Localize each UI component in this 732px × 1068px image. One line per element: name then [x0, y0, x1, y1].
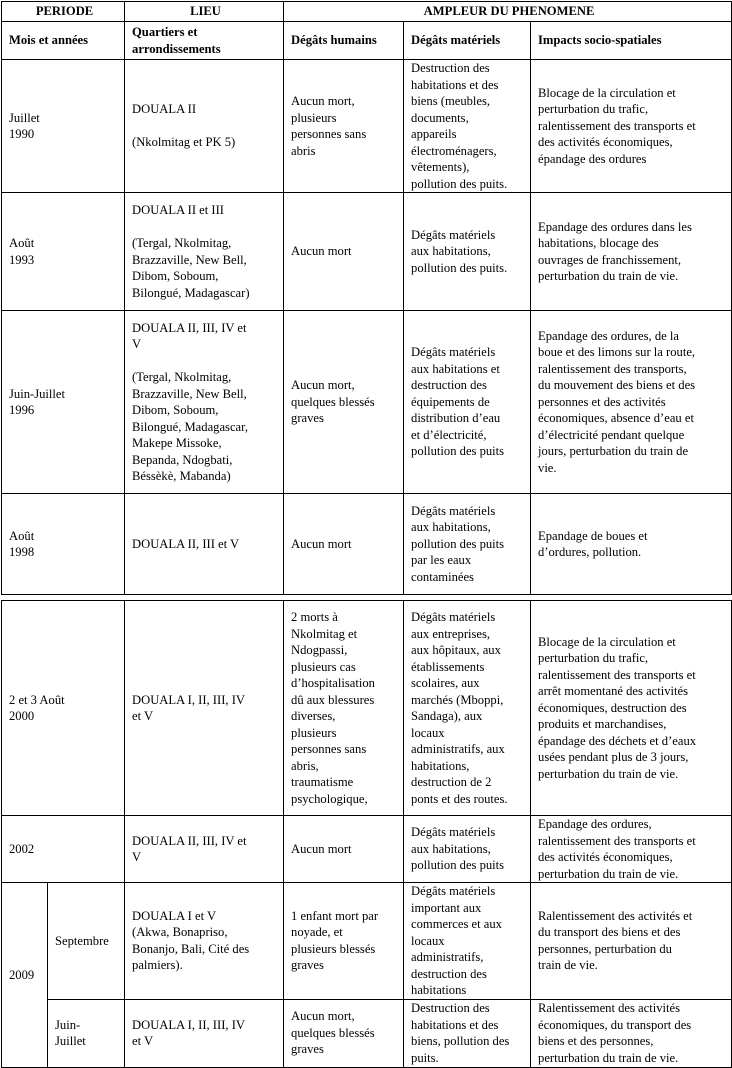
header-materiels: Dégâts matériels — [404, 22, 531, 60]
humains-cell: Aucun mort — [284, 816, 404, 883]
impacts-cell: Blocage de la circulation et perturbation du trafic, ralentissement des transports et arrêt momentané des activités économiques, destruction des produits et marchandises, épandage des déchets et d’eaux usées pendant plus de 3 jours, perturbation du train de vie. — [531, 601, 732, 816]
table-row — [2, 494, 732, 595]
lieu-cell: DOUALA I, II, III, IV et V — [125, 601, 284, 816]
lieu-cell: DOUALA II et III (Tergal, Nkolmitag, Brazzaville, New Bell, Dibom, Soboum, Bilongué, Madagascar) — [125, 193, 284, 311]
period-cell: Août 1998 — [2, 494, 125, 595]
lieu-cell: DOUALA I, II, III, IV et V — [125, 999, 284, 1067]
header-ampleur: AMPLEUR DU PHENOMENE — [284, 2, 732, 22]
humains-cell: Aucun mort, quelques blessés graves — [284, 311, 404, 494]
impacts-cell: Ralentissement des activités et du transport des biens et des personnes, perturbation du train de vie. — [531, 883, 732, 1000]
table-row — [2, 60, 732, 193]
period-cell: 2002 — [2, 816, 125, 883]
humains-cell: Aucun mort, quelques blessés graves — [284, 999, 404, 1067]
materiels-cell: Dégâts matériels aux habitations, pollution des puits. — [404, 193, 531, 311]
table-row — [2, 601, 732, 816]
period-cell: Juillet 1990 — [2, 60, 125, 193]
table-row — [2, 311, 732, 494]
table-row — [2, 999, 732, 1067]
header-row-2 — [2, 22, 732, 60]
period-cell: Juin-Juillet 1996 — [2, 311, 125, 494]
materiels-cell: Dégâts matériels aux habitations, pollution des puits — [404, 816, 531, 883]
lieu-cell: DOUALA II, III, IV et V (Tergal, Nkolmitag, Brazzaville, New Bell, Dibom, Soboum, Bilongué, Madagascar, Makepe Missoke, Bepanda, Ndogbati, Béssèkè, Mabanda) — [125, 311, 284, 494]
period-cell: 2 et 3 Août 2000 — [2, 601, 125, 816]
lieu-cell: DOUALA II (Nkolmitag et PK 5) — [125, 60, 284, 193]
materiels-cell: Dégâts matériels aux habitations et destruction des équipements de distribution d’eau et d’électricité, pollution des puits — [404, 311, 531, 494]
lieu-cell: DOUALA I et V (Akwa, Bonapriso, Bonanjo, Bali, Cité des palmiers). — [125, 883, 284, 1000]
humains-cell: Aucun mort, plusieurs personnes sans abris — [284, 60, 404, 193]
table-row — [2, 883, 732, 1000]
materiels-cell: Dégâts matériels aux entreprises, aux hôpitaux, aux établissements scolaires, aux marchés (Mboppi, Sandaga), aux locaux administratifs, aux habitations, destruction de 2 ponts et des routes. — [404, 601, 531, 816]
header-mois: Mois et années — [2, 22, 125, 60]
materiels-cell: Destruction des habitations et des biens (meubles, documents, appareils électroménagers, vêtements), pollution des puits. — [404, 60, 531, 193]
header-humains: Dégâts humains — [284, 22, 404, 60]
impacts-cell: Ralentissement des activités économiques, du transport des biens et des personnes, perturbation du train de vie. — [531, 999, 732, 1067]
impacts-cell: Epandage des ordures, ralentissement des transports et des activités économiques, perturbation du train de vie. — [531, 816, 732, 883]
impacts-cell: Blocage de la circulation et perturbation du trafic, ralentissement des transports et des activités économiques, épandage des ordures — [531, 60, 732, 193]
humains-cell: 1 enfant mort par noyade, et plusieurs blessés graves — [284, 883, 404, 1000]
flood-impacts-table — [1, 1, 732, 1068]
materiels-cell: Dégâts matériels important aux commerces et aux locaux administratifs, destruction des habitations — [404, 883, 531, 1000]
lieu-cell: DOUALA II, III, IV et V — [125, 816, 284, 883]
table-row — [2, 816, 732, 883]
month-cell: Juin- Juillet — [48, 999, 125, 1067]
header-impacts: Impacts socio-spatiales — [531, 22, 732, 60]
impacts-cell: Epandage des ordures dans les habitations, blocage des ouvrages de franchissement, perturbation du train de vie. — [531, 193, 732, 311]
humains-cell: Aucun mort — [284, 193, 404, 311]
year-cell: 2009 — [2, 883, 48, 1068]
impacts-cell: Epandage de boues et d’ordures, pollution. — [531, 494, 732, 595]
impacts-cell: Epandage des ordures, de la boue et des limons sur la route, ralentissement des transports, du mouvement des biens et des personnes et des activités économiques, absence d’eau et d’électricité pendant quelque jours, perturbation du train de vie. — [531, 311, 732, 494]
humains-cell: Aucun mort — [284, 494, 404, 595]
table-row — [2, 193, 732, 311]
header-row-1 — [2, 2, 732, 22]
header-quartiers: Quartiers et arrondissements — [125, 22, 284, 60]
period-cell: Août 1993 — [2, 193, 125, 311]
lieu-cell: DOUALA II, III et V — [125, 494, 284, 595]
month-cell: Septembre — [48, 883, 125, 1000]
header-periode: PERIODE — [2, 2, 125, 22]
materiels-cell: Destruction des habitations et des biens, pollution des puits. — [404, 999, 531, 1067]
materiels-cell: Dégâts matériels aux habitations, pollution des puits par les eaux contaminées — [404, 494, 531, 595]
humains-cell: 2 morts à Nkolmitag et Ndogpassi, plusieurs cas d’hospitalisation dû aux blessures diverses, plusieurs personnes sans abris, traumatisme psychologique, — [284, 601, 404, 816]
header-lieu: LIEU — [125, 2, 284, 22]
